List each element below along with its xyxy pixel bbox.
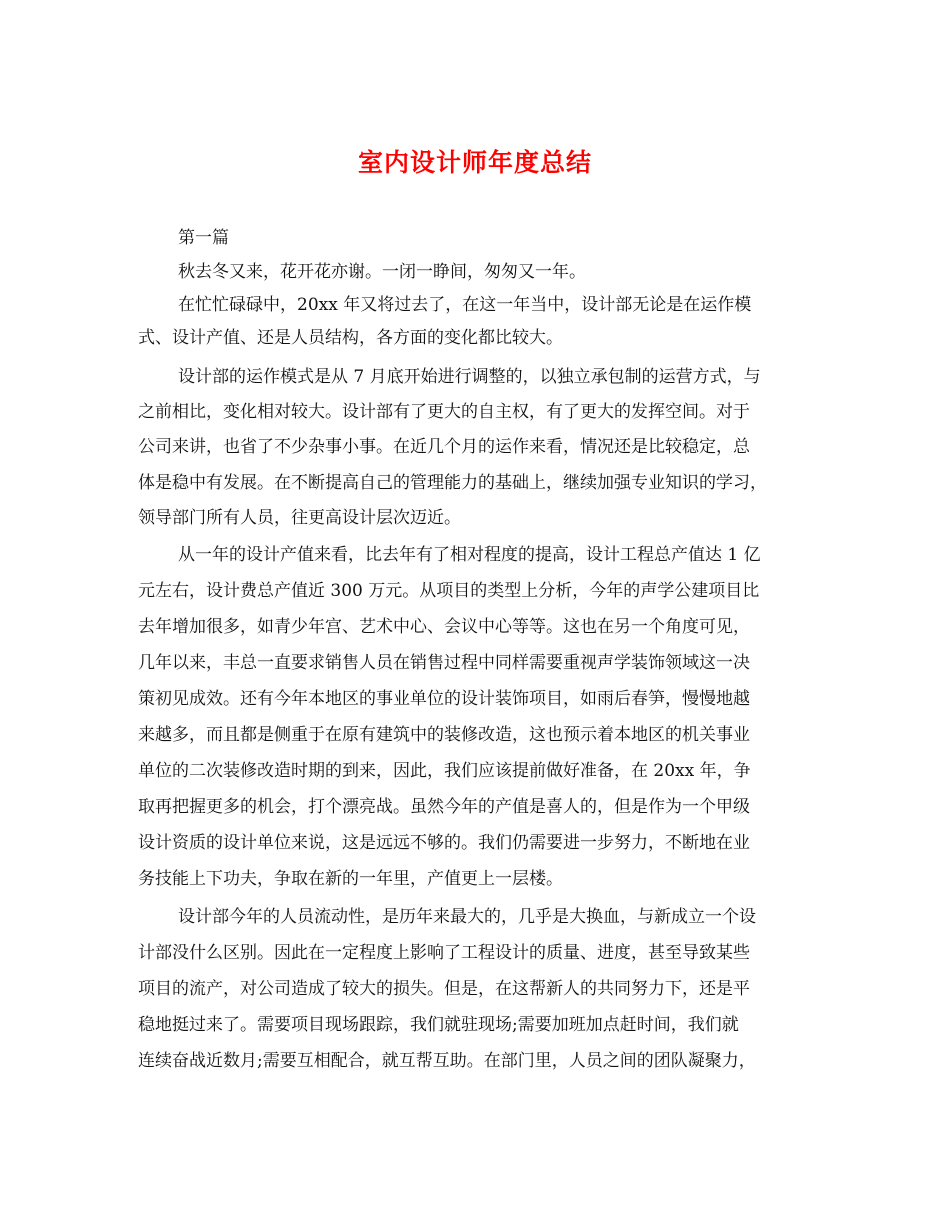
text-line: 领导部门所有人员，往更高设计层次迈近。 bbox=[138, 508, 461, 528]
text-line: 式、设计产值、还是人员结构，各方面的变化都比较大。 bbox=[138, 328, 563, 348]
text-line: 体是稳中有发展。在不断提高自己的管理能力的基础上，继续加强专业知识的学习， bbox=[138, 473, 767, 493]
text-line: 取再把握更多的机会，打个漂亮战。虽然今年的产值是喜人的，但是作为一个甲级 bbox=[138, 797, 750, 817]
text-line: 元左右，设计费总产值近 300 万元。从项目的类型上分析，今年的声学公建项目比 bbox=[138, 581, 760, 601]
text-line: 设计资质的设计单位来说，这是远远不够的。我们仍需要进一步努力，不断地在业 bbox=[138, 833, 750, 853]
text-line: 公司来讲，也省了不少杂事小事。在近几个月的运作来看，情况还是比较稳定，总 bbox=[138, 437, 750, 457]
text-line: 设计部的运作模式是从 7 月底开始进行调整的，以独立承包制的运营方式，与 bbox=[178, 367, 761, 387]
text-line: 来越多，而且都是侧重于在原有建筑中的装修改造，这也预示着本地区的机关事业 bbox=[138, 725, 750, 745]
text-line: 设计部今年的人员流动性，是历年来最大的，几乎是大换血，与新成立一个设 bbox=[178, 907, 756, 927]
text-line: 去年增加很多，如青少年宫、艺术中心、会议中心等等。这也在另一个角度可见， bbox=[138, 617, 750, 637]
text-line: 策初见成效。还有今年本地区的事业单位的设计装饰项目，如雨后春笋，慢慢地越 bbox=[138, 689, 750, 709]
document-title: 室内设计师年度总结 bbox=[357, 148, 592, 177]
text-line: 项目的流产，对公司造成了较大的损失。但是，在这帮新人的共同努力下，还是平 bbox=[138, 979, 750, 999]
text-line: 在忙忙碌碌中，20xx 年又将过去了，在这一年当中，设计部无论是在运作模 bbox=[178, 295, 752, 315]
text-line: 几年以来，丰总一直要求销售人员在销售过程中同样需要重视声学装饰领域这一决 bbox=[138, 653, 750, 673]
text-line: 连续奋战近数月;需要互相配合，就互帮互助。在部门里，人员之间的团队凝聚力， bbox=[138, 1051, 756, 1071]
text-line: 之前相比，变化相对较大。设计部有了更大的自主权，有了更大的发挥空间。对于 bbox=[138, 402, 750, 422]
text-line: 单位的二次装修改造时期的到来，因此，我们应该提前做好准备，在 20xx 年，争 bbox=[138, 761, 751, 781]
text-line: 稳地挺过来了。需要项目现场跟踪，我们就驻现场;需要加班加点赶时间，我们就 bbox=[138, 1015, 739, 1035]
text-line: 务技能上下功夫，争取在新的一年里，产值更上一层楼。 bbox=[138, 869, 563, 889]
text-line: 从一年的设计产值来看，比去年有了相对程度的提高，设计工程总产值达 1 亿 bbox=[178, 545, 761, 565]
section-heading: 第一篇 bbox=[178, 228, 229, 248]
text-line: 计部没什么区别。因此在一定程度上影响了工程设计的质量、进度，甚至导致某些 bbox=[138, 943, 750, 963]
text-line: 秋去冬又来，花开花亦谢。一闭一睁间，匆匆又一年。 bbox=[178, 262, 586, 282]
